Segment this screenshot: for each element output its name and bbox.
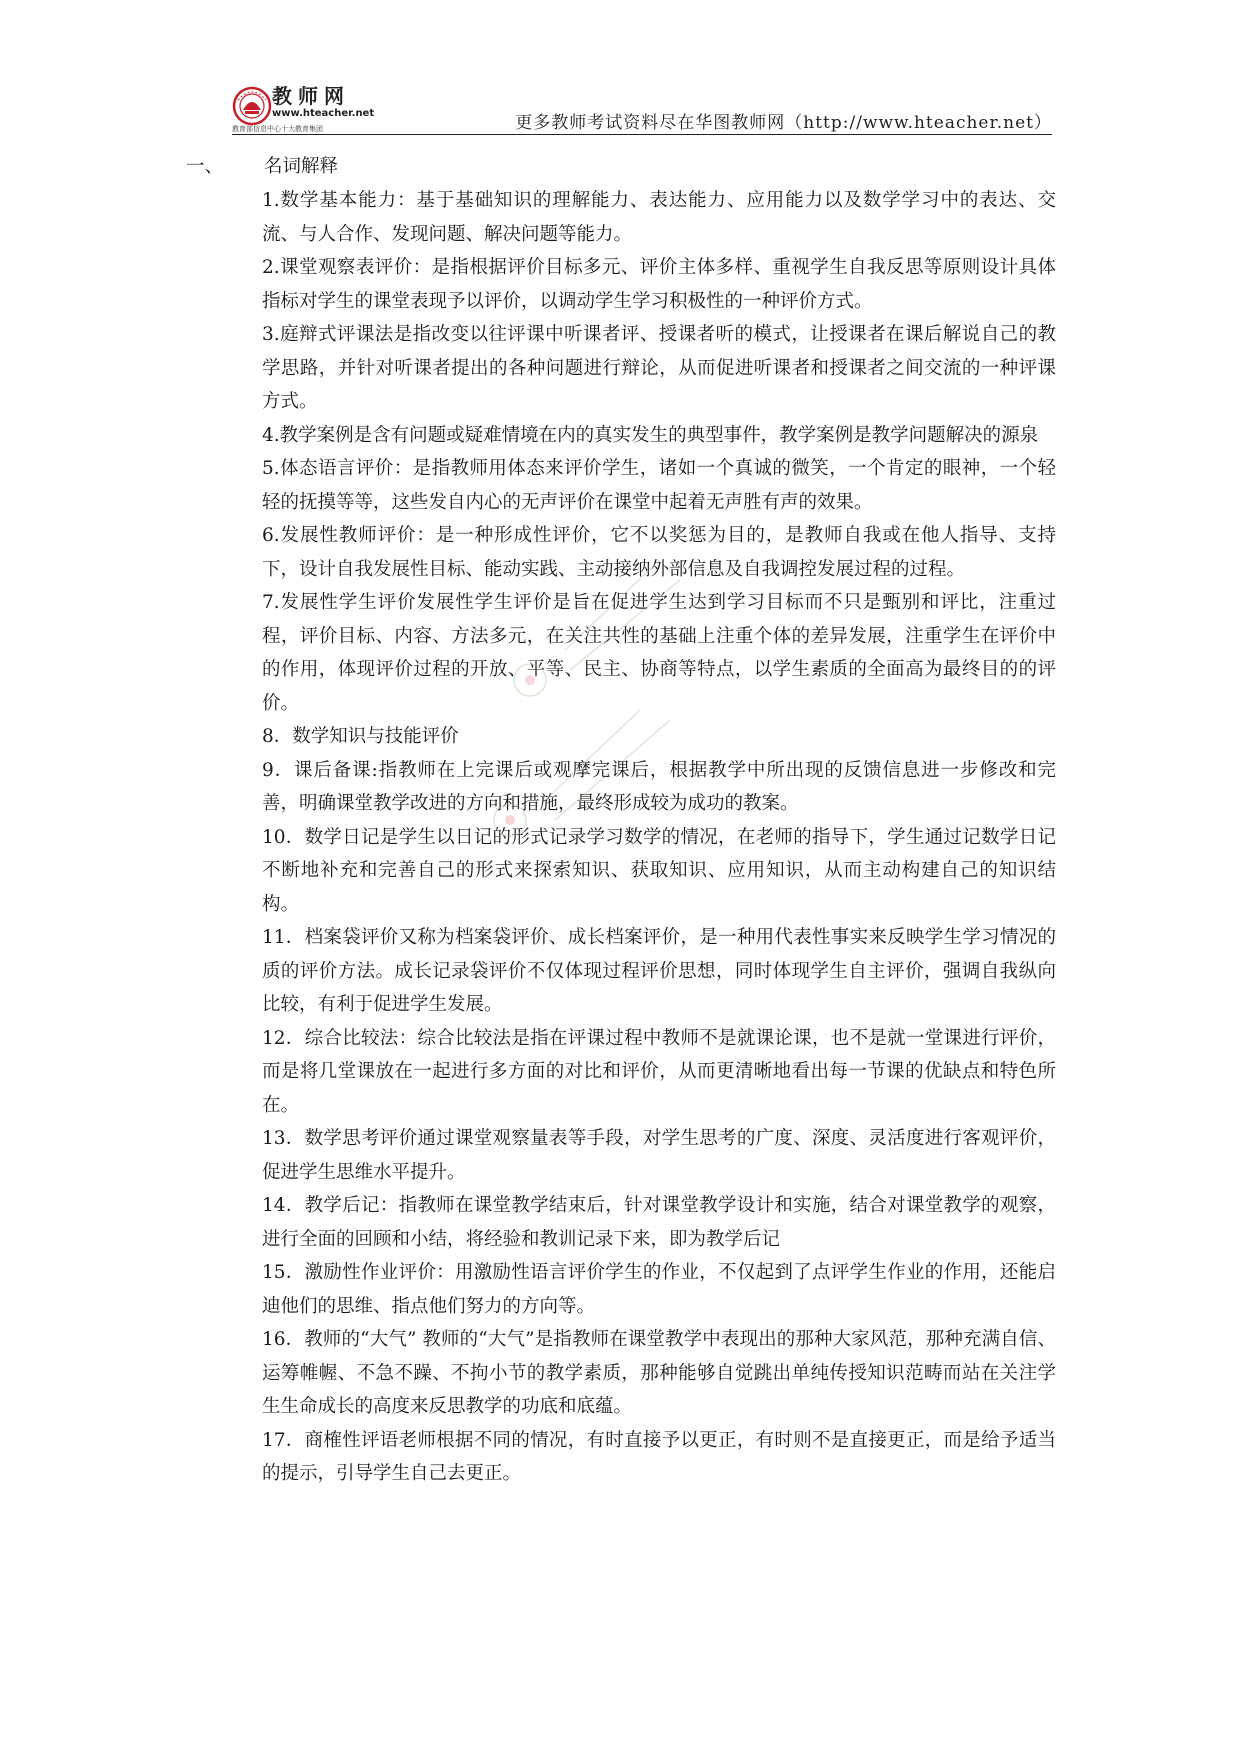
document-body — [186, 150, 1056, 1491]
logo-brand-name: 教师网 — [272, 84, 350, 108]
term-entry: 1.数学基本能力：基于基础知识的理解能力、表达能力、应用能力以及数学学习中的表达、交流、与人合作、发现问题、解决问题等能力。 — [262, 190, 1056, 245]
page-header — [232, 84, 1052, 140]
term-entry: 4.教学案例是含有问题或疑难情境在内的真实发生的典型事件，教学案例是教学问题解决的源泉 — [262, 424, 1039, 446]
term-entry: 12．综合比较法：综合比较法是指在评课过程中教师不是就课论课，也不是就一堂课进行评价，而是将几堂课放在一起进行多方面的对比和评价，从而更清晰地看出每一节课的优缺点和特色所在。 — [262, 1027, 1056, 1116]
section-title: 名词解释 — [264, 156, 339, 177]
term-entry: 5.体态语言评价：是指教师用体态来评价学生，诸如一个真诚的微笑，一个肯定的眼神，一个轻轻的抚摸等等，这些发自内心的无声评价在课堂中起着无声胜有声的效果。 — [262, 458, 1056, 513]
term-entry: 15．激励性作业评价：用激励性语言评价学生的作业，不仅起到了点评学生作业的作用，还能启迪他们的思维、指点他们努力的方向等。 — [262, 1262, 1056, 1317]
hteacher-logo — [232, 84, 472, 136]
term-entry: 9．课后备课:指教师在上完课后或观摩完课后，根据教学中所出现的反馈信息进一步修改和完善，明确课堂教学改进的方向和措施，最终形成较为成功的教案。 — [262, 759, 1056, 814]
term-entry: 2.课堂观察表评价：是指根据评价目标多元、评价主体多样、重视学生自我反思等原则设计具体指标对学生的课堂表现予以评价，以调动学生学习积极性的一种评价方式。 — [262, 257, 1056, 312]
logo-seal-icon — [232, 86, 272, 126]
term-list — [186, 184, 1056, 1491]
term-entry: 14．教学后记：指教师在课堂教学结束后，针对课堂教学设计和实施，结合对课堂教学的观察，进行全面的回顾和小结，将经验和教训记录下来，即为教学后记 — [262, 1195, 1056, 1250]
term-entry: 8．数学知识与技能评价 — [262, 726, 459, 747]
logo-url: www.hteacher.net — [272, 108, 375, 119]
header-divider — [232, 134, 1052, 135]
term-entry: 16．教师的“大气” 教师的“大气”是指教师在课堂教学中表现出的那种大家风范，那种充满自信、运筹帷幄、不急不躁、不拘小节的教学素质，那种能够自觉跳出单纯传授知识范畴而站在关注学生生命成长的高度来反思教学的功底和底蕴。 — [262, 1329, 1056, 1417]
section-heading — [186, 150, 1056, 184]
term-entry: 10．数学日记是学生以日记的形式记录学习数学的情况，在老师的指导下，学生通过记数学日记不断地补充和完善自己的形式来探索知识、获取知识、应用知识，从而主动构建自己的知识结构。 — [262, 826, 1056, 915]
term-entry: 7.发展性学生评价发展性学生评价是旨在促进学生达到学习目标而不只是甄别和评比，注重过程，评价目标、内容、方法多元，在关注共性的基础上注重个体的差异发展，注重学生在评价中的作用，体现评价过程的开放、平等、民主、协商等特点，以学生素质的全面高为最终目的的评价。 — [262, 592, 1056, 714]
term-entry: 3.庭辩式评课法是指改变以往评课中听课者评、授课者听的模式，让授课者在课后解说自己的教学思路，并针对听课者提出的各种问题进行辩论，从而促进听课者和授课者之间交流的一种评课方式。 — [262, 324, 1056, 412]
term-entry: 13．数学思考评价通过课堂观察量表等手段，对学生思考的广度、深度、灵活度进行客观评价，促进学生思维水平提升。 — [262, 1128, 1056, 1183]
header-tagline: 更多教师考试资料尽在华图教师网（http://www.hteacher.net） — [515, 113, 1052, 133]
term-entry: 17．商榷性评语老师根据不同的情况，有时直接予以更正，有时则不是直接更正，而是给予适当的提示，引导学生自己去更正。 — [262, 1429, 1056, 1484]
term-entry: 11．档案袋评价又称为档案袋评价、成长档案评价，是一种用代表性事实来反映学生学习情况的质的评价方法。成长记录袋评价不仅体现过程评价思想，同时体现学生自主评价，强调自我纵向比较，有利于促进学生发展。 — [262, 927, 1056, 1015]
section-number: 一、 — [186, 156, 224, 177]
logo-subtitle: 教育部信息中心十大教育集团 — [232, 125, 323, 133]
term-entry: 6.发展性教师评价：是一种形成性评价，它不以奖惩为目的，是教师自我或在他人指导、支持下，设计自我发展性目标、能动实践、主动接纳外部信息及自我调控发展过程的过程。 — [262, 525, 1056, 580]
